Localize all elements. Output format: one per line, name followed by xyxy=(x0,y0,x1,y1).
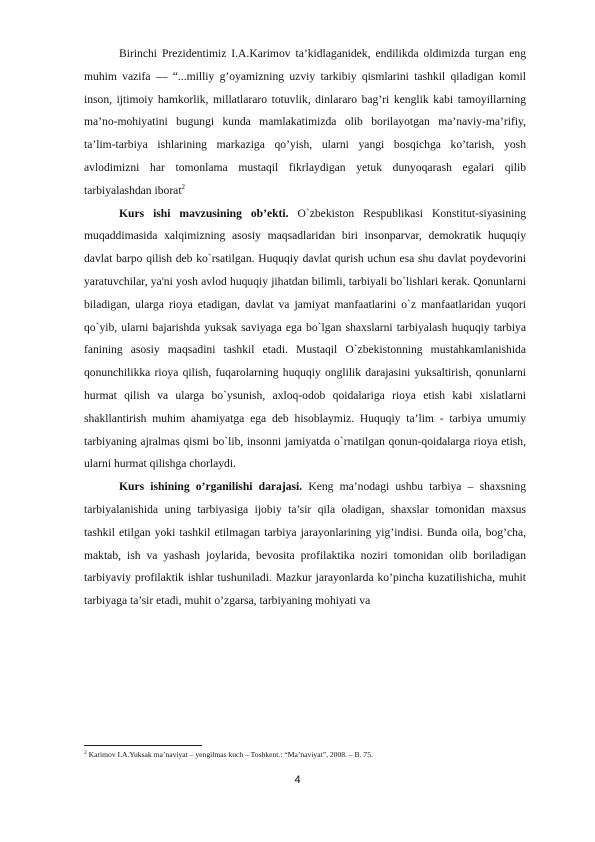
footnote-text: Karimov I.A.Yuksak ma’naviyat – yengilmas kuch – Toshkent.: “Ma’naviyat”, 2008. – B. 75. xyxy=(86,750,373,759)
paragraph-text: Birinchi Prezidentimiz I.A.Karimov ta’kidlaganidek, endilikda oldimizda turgan eng muhim vazifa — “...milliy g’oyamizning uzviy tarkibiy qismlarini tashkil qiladigan komil inson, ijtimoiy hamkorlik, millatlararo totuvlik, dinlararo bag’ri kenglik kabi tamoyillarning ma’no-mohiyatini bugungi kunda mamlakatimizda olib borilayotgan ma’naviy-ma’rifiy, ta’lim-tarbiya ishlarining markaziga qo’yish, ularni yangi bosqichga ko’tarish, yosh avlodimizni har tomonlama mustaqil fikrlaydigan yetuk dunyoqarash egalari qilib tarbiyalashdan iborat xyxy=(84,47,526,197)
section-heading-object: Kurs ishi mavzusining ob’ekti. xyxy=(119,206,289,220)
paragraph-intro xyxy=(84,43,526,203)
page-number: 4 xyxy=(294,774,301,786)
paragraph-study-level xyxy=(84,476,526,613)
paragraph-object xyxy=(84,203,526,477)
section-heading-study-level: Kurs ishining o’rganilishi darajasi. xyxy=(119,480,303,494)
body-text xyxy=(84,43,526,613)
footnote-divider xyxy=(84,745,202,746)
footnote xyxy=(84,749,526,760)
footnote-number: 2 xyxy=(84,750,87,756)
paragraph-text: Keng ma’nodagi ushbu tarbiya – shaxsning tarbiyalanishida uning tarbiyasiga ijobiy ta’sir qila oladigan, shaxslar tomonidan maxsus tashkil etilgan yoki tashkil etilmagan tarbiya jarayonlarining yig’indisi. Bunda oila, bog’cha, maktab, ish va yashash joylarida, bevosita profilaktika noziri tomonidan olib boriladigan tarbiyaviy profilaktik ishlar tushuniladi. Mazkur jarayonlarda ko’pincha kuzatilishicha, muhit tarbiyaga ta’sir etadi, muhit o’zgarsa, tarbiyaning mohiyati va xyxy=(84,480,526,608)
paragraph-text: O`zbekiston Respublikasi Konstitut-siyasining muqaddimasida xalqimizning asosiy maqsadlaridan biri insonparvar, demokratik huquqiy davlat barpo qilish deb ko`rsatilgan. Huquqiy davlat qurish uchun esa shu davlat poydevorini yaratuvchilar, ya'ni yosh avlod huquqiy jihatdan bilimli, tarbiyali bo`lishlari kerak. Qonunlarni biladigan, ularga rioya etadigan, davlat va jamiyat manfaatlarini o`z manfaatlaridan yuqori qo`yib, ularni bajarishda yuksak saviyaga ega bo`lgan shaxslarni tarbiyalash huquqiy tarbiya fanining asosiy maqsadini tashkil etadi. Mustaqil O`zbekistonning mustahkamlanishida qonunchilikka rioya qilish, fuqarolarning huquqiy onglilik darajasini yuksaltirish, qonunlarni hurmat qilish va ularga bo`ysunish, axloq-odob qoidalariga rioya etish kabi xislatlarni shakllantirish muhim ahamiyatga ega deb hisoblaymiz. Huquqiy ta’lim - tarbiya umumiy tarbiyaning ajralmas qismi bo`lib, insonni jamiyatda o`rnatilgan qonun-qoidalarga rioya etish, ularni hurmat qilishga chorlaydi. xyxy=(84,206,526,471)
footnote-reference[interactable]: 2 xyxy=(181,182,186,191)
